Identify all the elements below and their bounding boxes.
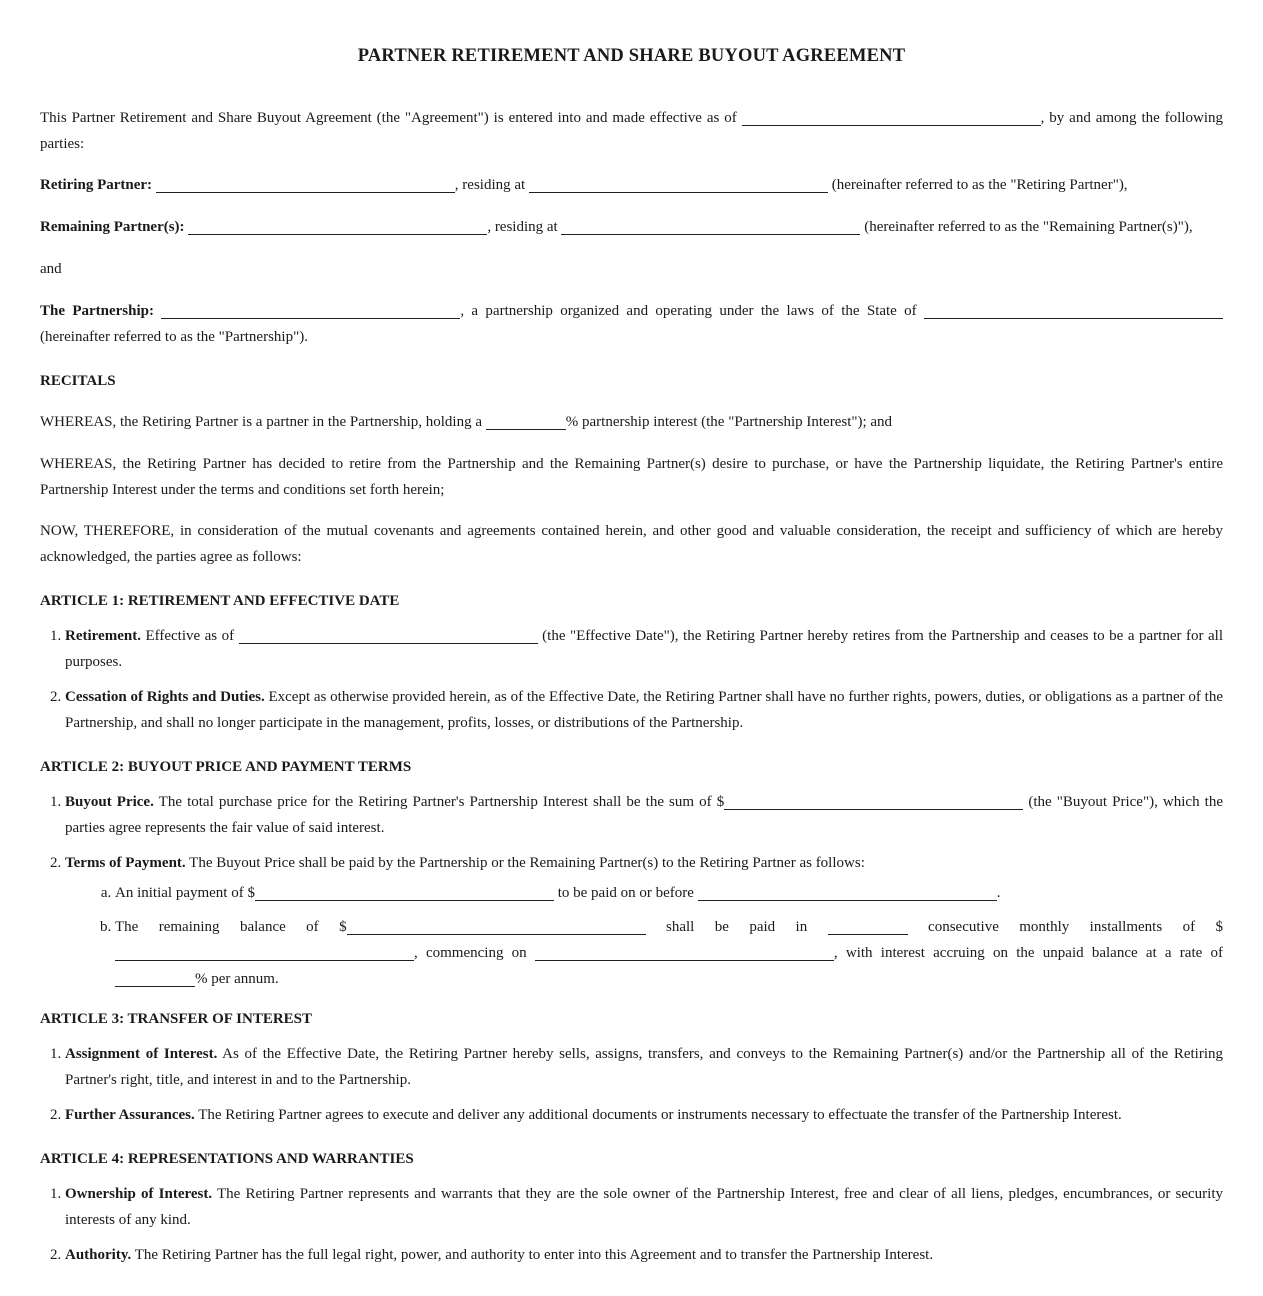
initial-payment-text: An initial payment of $ <box>115 885 255 901</box>
buyout-price-text-end: (the "Buyout Price"), which the parties agree represents the fair value of said interest. <box>65 794 1223 836</box>
cessation-text: Except as otherwise provided herein, as of the Effective Date, the Retiring Partner shall have no further rights, powers, duties, or obligations as a partner of the Partnership, and shall no longer participate in the management, profits, losses, or distributions of the Partnership. <box>65 689 1224 731</box>
article-4-item-1 <box>65 1181 1223 1233</box>
retiring-partner-mid: , residing at <box>454 177 529 193</box>
remaining-balance-mid: shall be paid in <box>645 919 828 935</box>
retirement-title: Retirement. <box>65 628 141 644</box>
whereas-1-text: WHEREAS, the Retiring Partner is a partner in the Partnership, holding a <box>40 414 486 430</box>
interest-text-end: % per annum. <box>195 971 279 987</box>
partnership-state-blank[interactable] <box>924 303 1223 319</box>
article-1-list <box>40 623 1223 736</box>
further-assurances-text: The Retiring Partner agrees to execute and deliver any additional documents or instruments necessary to effectuate the transfer of the Partnership Interest. <box>194 1107 1122 1123</box>
article-3-item-2 <box>65 1102 1223 1128</box>
intro-text: This Partner Retirement and Share Buyout Agreement (the "Agreement") is entered into and made effective as of <box>40 110 742 126</box>
document-title: PARTNER RETIREMENT AND SHARE BUYOUT AGREEMENT <box>357 46 906 66</box>
buyout-price-text: The total purchase price for the Retiring Partner's Partnership Interest shall be the sum of $ <box>153 794 725 810</box>
whereas-1 <box>40 409 1223 435</box>
remaining-partner-mid: , residing at <box>487 219 562 235</box>
installment-count-blank[interactable] <box>828 919 908 935</box>
partnership-mid: , a partnership organized and operating under the laws of the State of <box>460 303 924 319</box>
ownership-text: The Retiring Partner represents and warrants that they are the sole owner of the Partnership Interest, free and clear of all liens, pledges, encumbrances, or security interests of any kind. <box>65 1186 1223 1228</box>
buyout-price-title: Buyout Price. <box>65 794 154 810</box>
article-4-list <box>40 1181 1223 1268</box>
partnership-end: (hereinafter referred to as the "Partnership"). <box>40 329 308 345</box>
and-line: and <box>40 261 62 277</box>
whereas-1-end: % partnership interest (the "Partnership Interest"); and <box>565 414 893 430</box>
article-1-item-1 <box>65 623 1223 675</box>
initial-payment-mid: to be paid on or before <box>553 885 698 901</box>
retiring-partner-line <box>40 172 1223 198</box>
retirement-text-end: (the "Effective Date"), the Retiring Partner hereby retires from the Partnership and ceases to be a partner for all purposes. <box>65 628 1223 670</box>
assignment-text: As of the Effective Date, the Retiring Partner hereby sells, assigns, transfers, and conveys to the Remaining Partner(s) and/or the Partnership all of the Retiring Partner's right, title, and interest in and to the Partnership. <box>65 1046 1223 1088</box>
remaining-partner-end: (hereinafter referred to as the "Remaining Partner(s)"), <box>860 219 1193 235</box>
initial-payment-amount-blank[interactable] <box>255 885 554 901</box>
article-2-item-2 <box>65 850 1223 992</box>
retiring-partner-end: (hereinafter referred to as the "Retiring Partner"), <box>827 177 1128 193</box>
installments-text: consecutive monthly installments of $ <box>907 919 1224 935</box>
article-4-heading: ARTICLE 4: REPRESENTATIONS AND WARRANTIES <box>40 1151 414 1167</box>
interest-percent-blank[interactable] <box>486 414 566 430</box>
partnership-label: The Partnership: <box>40 303 154 319</box>
retirement-effective-date-blank[interactable] <box>239 628 538 644</box>
authority-title: Authority. <box>65 1247 132 1263</box>
article-3-item-1 <box>65 1041 1223 1093</box>
article-3-heading: ARTICLE 3: TRANSFER OF INTEREST <box>40 1011 313 1027</box>
interest-rate-blank[interactable] <box>115 971 195 987</box>
remaining-partner-label: Remaining Partner(s): <box>40 219 185 235</box>
retiring-partner-address-blank[interactable] <box>529 177 828 193</box>
article-1-heading: ARTICLE 1: RETIREMENT AND EFFECTIVE DATE <box>40 593 400 609</box>
intro-text-end: , by and among the following parties: <box>40 110 1224 152</box>
remaining-balance-text: The remaining balance of $ <box>115 919 347 935</box>
retirement-text: Effective as of <box>140 628 239 644</box>
agreement-page <box>40 0 1223 1268</box>
retiring-partner-label: Retiring Partner: <box>40 177 153 193</box>
partnership-name-blank[interactable] <box>161 303 460 319</box>
commencing-date-blank[interactable] <box>535 945 834 961</box>
intro-paragraph <box>40 105 1223 157</box>
further-assurances-title: Further Assurances. <box>65 1107 195 1123</box>
article-4-item-2 <box>65 1242 1223 1268</box>
remaining-partner-name-blank[interactable] <box>188 219 487 235</box>
whereas-2: WHEREAS, the Retiring Partner has decided to retire from the Partnership and the Remaining Partner(s) desire to purchase, or have the Partnership liquidate, the Retiring Partner's entire Partnership Interest under the terms and conditions set forth herein; <box>40 456 1223 498</box>
assignment-title: Assignment of Interest. <box>65 1046 218 1062</box>
cessation-title: Cessation of Rights and Duties. <box>65 689 265 705</box>
article-2-list <box>40 789 1223 992</box>
installment-amount-blank[interactable] <box>115 945 414 961</box>
article-3-list <box>40 1041 1223 1128</box>
recitals-heading: RECITALS <box>40 373 116 389</box>
initial-payment-end: . <box>996 885 1001 901</box>
initial-payment-date-blank[interactable] <box>698 885 997 901</box>
article-2-heading: ARTICLE 2: BUYOUT PRICE AND PAYMENT TERMS <box>40 759 412 775</box>
buyout-price-blank[interactable] <box>724 794 1023 810</box>
interest-text: , with interest accruing on the unpaid balance at a rate of <box>833 945 1223 961</box>
authority-text: The Retiring Partner has the full legal right, power, and authority to enter into this Agreement and to transfer the Partnership Interest. <box>131 1247 934 1263</box>
payment-term-a <box>115 880 1223 906</box>
partnership-line <box>40 298 1223 350</box>
remaining-partner-address-blank[interactable] <box>561 219 860 235</box>
effective-date-blank[interactable] <box>742 110 1041 126</box>
now-therefore: NOW, THEREFORE, in consideration of the mutual covenants and agreements contained herein, and other good and valuable consideration, the receipt and sufficiency of which are hereby acknowledged, the parties agree as follows: <box>40 523 1223 565</box>
retiring-partner-name-blank[interactable] <box>156 177 455 193</box>
terms-of-payment-title: Terms of Payment. <box>65 855 186 871</box>
remaining-balance-amount-blank[interactable] <box>347 919 646 935</box>
article-2-item-1 <box>65 789 1223 841</box>
ownership-title: Ownership of Interest. <box>65 1186 213 1202</box>
remaining-partner-line <box>40 214 1223 240</box>
commencing-text: , commencing on <box>414 945 535 961</box>
payment-terms-sublist <box>65 880 1223 992</box>
terms-of-payment-text: The Buyout Price shall be paid by the Partnership or the Remaining Partner(s) to the Retiring Partner as follows: <box>185 855 865 871</box>
payment-term-b <box>115 914 1223 992</box>
article-1-item-2 <box>65 684 1223 736</box>
